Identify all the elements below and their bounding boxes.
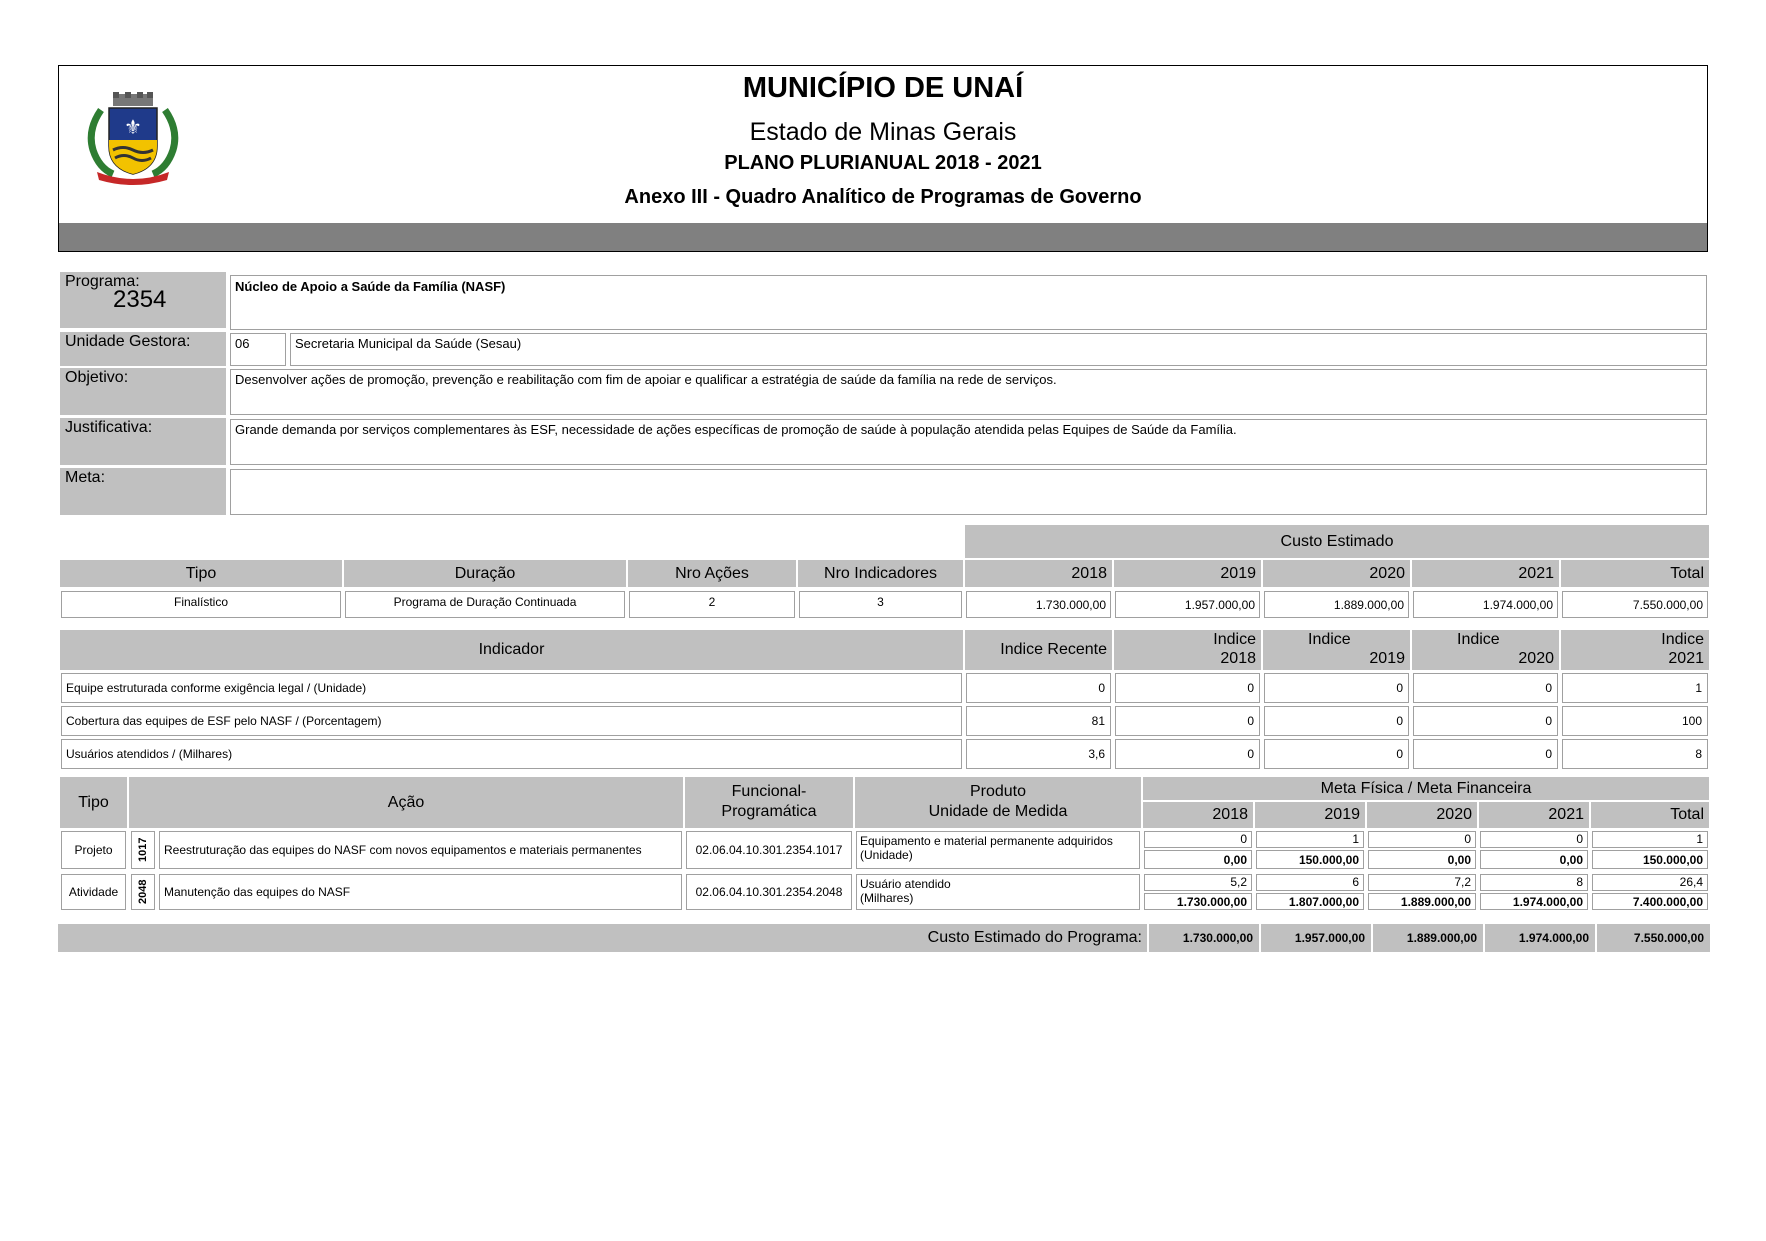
action-row-physical-2020: 0 [1368,831,1476,848]
program-label: Programa: [65,273,140,290]
summary-header-indicators: Nro Indicadores [798,560,963,587]
summary-header-2020: 2020 [1263,560,1410,587]
action-row-physical-2021: 8 [1480,874,1588,891]
justification-text: Grande demanda por serviços complementares às ESF, necessidade de ações específicas de promoção de saúde à população atendida pelas Equipes de Saúde da Família. [230,419,1707,465]
action-row-product-name: Equipamento e material permanente adquiridos [860,834,1113,848]
action-row-financial-2018: 0,00 [1144,850,1252,869]
indicator-row-recent: 81 [966,706,1111,736]
indicator-row-name: Cobertura das equipes de ESF pelo NASF / (Porcentagem) [61,706,962,736]
action-row-financial-total: 7.400.000,00 [1592,893,1708,910]
indicator-header: Indicador [60,630,963,670]
svg-text:⚜: ⚜ [124,115,142,139]
action-row-physical-2019: 1 [1256,831,1364,848]
summary-header-total: Total [1561,560,1709,587]
action-row-functional: 02.06.04.10.301.2354.2048 [686,874,852,910]
action-row-product [856,831,1140,869]
indicator-header-2020 [1412,630,1559,670]
action-row-functional: 02.06.04.10.301.2354.1017 [686,831,852,869]
action-row-financial-2021: 0,00 [1480,850,1588,869]
objective-label: Objetivo: [60,368,226,415]
summary-header-duration: Duração [344,560,626,587]
summary-header-actions: Nro Ações [628,560,796,587]
unit-label: Unidade Gestora: [60,332,226,366]
program-name: Núcleo de Apoio a Saúde da Família (NASF) [230,275,1707,330]
action-header-total: Total [1591,802,1709,828]
objective-text: Desenvolver ações de promoção, prevenção e reabilitação com fim de apoiar e qualificar a estratégia de saúde da família na rede de serviços. [230,369,1707,415]
action-row-product-unit: (Unidade) [860,848,913,862]
indicator-row-name: Equipe estruturada conforme exigência legal / (Unidade) [61,673,962,703]
unit-name: Secretaria Municipal da Saúde (Sesau) [290,333,1707,366]
action-row-product-name: Usuário atendido [860,877,951,891]
action-row-physical-2018: 5,2 [1144,874,1252,891]
indicator-row-name: Usuários atendidos / (Milhares) [61,739,962,769]
indicator-header-2018 [1114,630,1261,670]
action-header-product-line1: Produto [969,783,1027,800]
action-row-financial-2019: 150.000,00 [1256,850,1364,869]
summary-cost-2021: 1.974.000,00 [1413,591,1558,618]
indicator-row-2018: 0 [1115,706,1260,736]
program-cost-2018: 1.730.000,00 [1149,924,1259,952]
action-row-physical-2018: 0 [1144,831,1252,848]
action-row-physical-total: 1 [1592,831,1708,848]
indicator-row-2019: 0 [1264,673,1409,703]
action-row-financial-total: 150.000,00 [1592,850,1708,869]
indicator-row-2018: 0 [1115,739,1260,769]
unit-code: 06 [230,333,286,366]
summary-duration: Programa de Duração Continuada [345,591,625,618]
goal-text [230,469,1707,515]
action-header-product-line2: Unidade de Medida [928,803,1068,820]
action-row-financial-2019: 1.807.000,00 [1256,893,1364,910]
action-header-2018: 2018 [1143,802,1253,828]
indicator-header-2020-year: 2020 [1518,650,1554,667]
summary-cost-2018: 1.730.000,00 [966,591,1111,618]
action-row-type: Atividade [61,874,126,910]
indicator-header-2021-year: 2021 [1668,650,1704,667]
program-cost-total: 7.550.000,00 [1597,924,1710,952]
indicator-row-2018: 0 [1115,673,1260,703]
indicator-header-2019 [1263,630,1410,670]
action-header-functional-line1: Funcional- [731,783,807,800]
summary-cost-total: 7.550.000,00 [1562,591,1708,618]
summary-actions-count: 2 [629,591,795,618]
summary-cost-2019: 1.957.000,00 [1115,591,1260,618]
action-header-type: Tipo [60,777,127,828]
program-cost-2020: 1.889.000,00 [1373,924,1483,952]
plan-title: PLANO PLURIANUAL 2018 - 2021 [724,152,1042,174]
action-row-physical-2020: 7,2 [1368,874,1476,891]
summary-type: Finalístico [61,591,341,618]
indicator-header-2018-label: Indice [1213,631,1256,648]
action-row-name: Reestruturação das equipes do NASF com novos equipamentos e materiais permanentes [159,831,682,869]
summary-header-2021: 2021 [1412,560,1559,587]
action-row-code: 2048 [131,874,155,910]
document-header [58,65,1708,252]
indicator-header-2021-label: Indice [1661,631,1704,648]
action-row-financial-2020: 0,00 [1368,850,1476,869]
action-header-meta: Meta Física / Meta Financeira [1143,777,1709,800]
action-row-financial-2020: 1.889.000,00 [1368,893,1476,910]
goal-label: Meta: [60,468,226,515]
summary-header-2018: 2018 [965,560,1112,587]
indicator-header-2018-year: 2018 [1220,650,1256,667]
program-cost-2019: 1.957.000,00 [1261,924,1371,952]
indicator-row-2019: 0 [1264,739,1409,769]
justification-label: Justificativa: [60,418,226,465]
indicator-row-2021: 100 [1562,706,1708,736]
action-row-physical-2021: 0 [1480,831,1588,848]
program-number: 2354 [113,286,167,313]
indicator-row-2021: 8 [1562,739,1708,769]
indicator-header-2019-year: 2019 [1369,650,1405,667]
indicator-header-2020-label: Indice [1457,631,1500,648]
action-row-type: Projeto [61,831,126,869]
action-header-2021: 2021 [1479,802,1589,828]
program-label-cell [60,272,226,328]
indicator-row-2019: 0 [1264,706,1409,736]
action-row-physical-2019: 6 [1256,874,1364,891]
summary-cost-2020: 1.889.000,00 [1264,591,1409,618]
action-header-2019: 2019 [1255,802,1365,828]
indicator-row-2020: 0 [1413,673,1558,703]
action-header-action: Ação [129,777,683,828]
summary-header-type: Tipo [60,560,342,587]
action-row-product-unit: (Milhares) [860,891,914,905]
action-row-financial-2018: 1.730.000,00 [1144,893,1252,910]
indicator-row-recent: 3,6 [966,739,1111,769]
action-row-product [856,874,1140,910]
action-row-financial-2021: 1.974.000,00 [1480,893,1588,910]
action-row-code: 1017 [131,831,155,869]
action-header-functional [685,777,853,828]
action-row-name: Manutenção das equipes do NASF [159,874,682,910]
action-header-2020: 2020 [1367,802,1477,828]
indicator-header-2021 [1561,630,1709,670]
summary-indicators-count: 3 [799,591,962,618]
program-cost-label: Custo Estimado do Programa: [58,924,1147,952]
summary-header-2019: 2019 [1114,560,1261,587]
indicator-row-recent: 0 [966,673,1111,703]
municipality-title: MUNICÍPIO DE UNAÍ [742,72,1024,104]
action-row-physical-total: 26,4 [1592,874,1708,891]
estimated-cost-header: Custo Estimado [965,525,1709,558]
action-header-product [855,777,1141,828]
state-subtitle: Estado de Minas Gerais [749,118,1017,146]
indicator-header-2019-label: Indice [1308,631,1351,648]
indicator-row-2020: 0 [1413,739,1558,769]
indicator-row-2021: 1 [1562,673,1708,703]
indicator-row-2020: 0 [1413,706,1558,736]
action-header-functional-line2: Programática [721,803,817,820]
header-bar [59,223,1707,251]
indicator-header-recent: Indice Recente [965,630,1112,670]
program-cost-2021: 1.974.000,00 [1485,924,1595,952]
annex-title: Anexo III - Quadro Analítico de Programas de Governo [624,186,1142,208]
